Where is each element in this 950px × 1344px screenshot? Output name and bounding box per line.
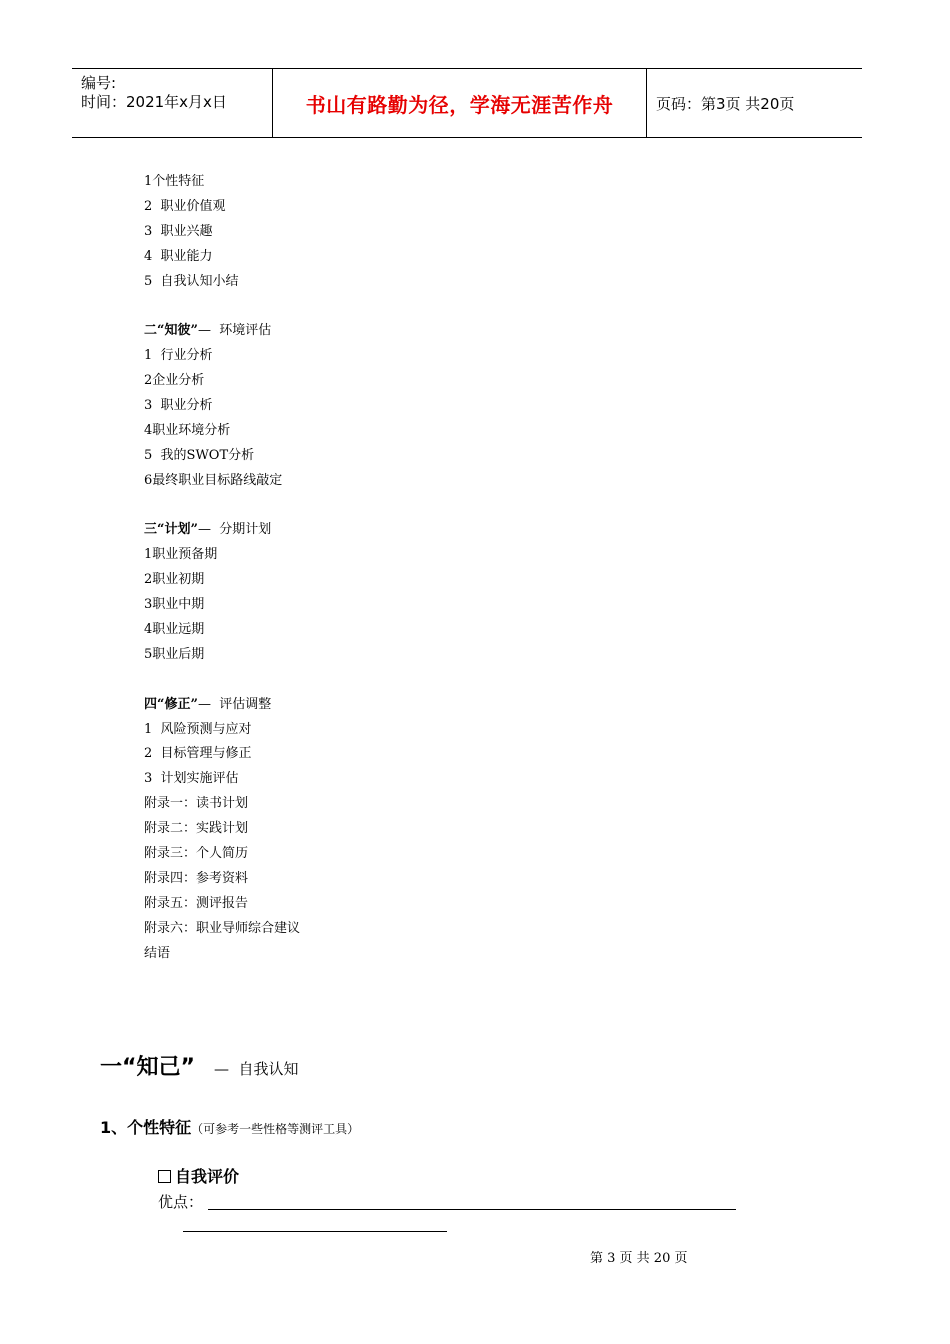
subsection-note: （可参考一些性格等测评工具） — [191, 1122, 360, 1136]
toc-heading-2 — [144, 319, 300, 344]
toc-item: 附录二：实践计划 — [144, 821, 249, 837]
pros-label: 优点： — [158, 1193, 204, 1211]
self-eval-label: 自我评价 — [175, 1167, 240, 1186]
toc-item: 4 职业能力 — [144, 248, 213, 264]
page-header — [72, 68, 862, 138]
self-eval-heading — [158, 1164, 239, 1187]
toc-item: 附录四：参考资料 — [144, 870, 249, 886]
toc-heading-3-tail: — 分期计划 — [197, 522, 272, 538]
toc-item: 3 职业兴趣 — [144, 223, 213, 239]
toc-heading-3-main: 三“计划” — [144, 522, 198, 538]
subsection-title-main: 1、个性特征 — [100, 1118, 192, 1137]
toc-item: 2 目标管理与修正 — [144, 746, 252, 762]
header-motto-cell — [273, 69, 647, 137]
toc-heading-3 — [144, 518, 300, 543]
toc-item: 2职业初期 — [144, 572, 205, 588]
toc-item: 1 风险预测与应对 — [144, 721, 252, 737]
pros-blank-line — [208, 1209, 736, 1210]
toc-heading-4-tail: — 评估调整 — [197, 696, 272, 712]
time-label: 时间：2021年x月x日 — [81, 93, 227, 111]
toc-item: 5 自我认知小结 — [144, 273, 239, 289]
toc-item: 附录三：个人简历 — [144, 846, 249, 862]
section-title-tail: — 自我认知 — [214, 1060, 299, 1078]
toc-item: 3 计划实施评估 — [144, 771, 239, 787]
pros-blank-line-2 — [183, 1231, 447, 1232]
table-of-contents — [144, 170, 300, 967]
serial-label: 编号: — [81, 74, 117, 92]
toc-item: 2企业分析 — [144, 373, 205, 389]
toc-item: 2 职业价值观 — [144, 198, 226, 214]
toc-item: 结语 — [144, 945, 171, 961]
toc-heading-2-tail: — 环境评估 — [197, 323, 272, 339]
toc-heading-4-main: 四“修正” — [144, 696, 198, 712]
toc-item: 1职业预备期 — [144, 547, 218, 563]
toc-item: 5职业后期 — [144, 646, 205, 662]
subsection-title — [100, 1115, 359, 1138]
toc-item: 6最终职业目标路线敲定 — [144, 472, 283, 488]
header-page-info: 页码：第3页 共20页 — [656, 94, 795, 113]
toc-item: 3 职业分析 — [144, 398, 213, 414]
toc-heading-2-main: 二“知彼” — [144, 323, 198, 339]
motto-text: 书山有路勤为径，学海无涯苦作舟 — [305, 92, 614, 117]
toc-item: 1个性特征 — [144, 174, 205, 189]
header-left-cell — [72, 69, 273, 137]
checkbox-square-icon — [158, 1170, 171, 1183]
toc-item: 附录六：职业导师综合建议 — [144, 920, 301, 936]
toc-item: 3职业中期 — [144, 597, 205, 613]
toc-item: 附录一：读书计划 — [144, 796, 249, 812]
toc-heading-4 — [144, 693, 300, 718]
toc-item: 4职业远期 — [144, 622, 205, 638]
section-title — [100, 1050, 299, 1081]
section-title-main: 一“知己” — [100, 1055, 195, 1080]
toc-item: 附录五：测评报告 — [144, 895, 249, 911]
page-footer: 第 3 页 共 20 页 — [590, 1251, 688, 1266]
toc-item: 4职业环境分析 — [144, 422, 231, 438]
toc-item: 1 行业分析 — [144, 348, 213, 364]
toc-item: 5 我的SWOT分析 — [144, 447, 255, 463]
